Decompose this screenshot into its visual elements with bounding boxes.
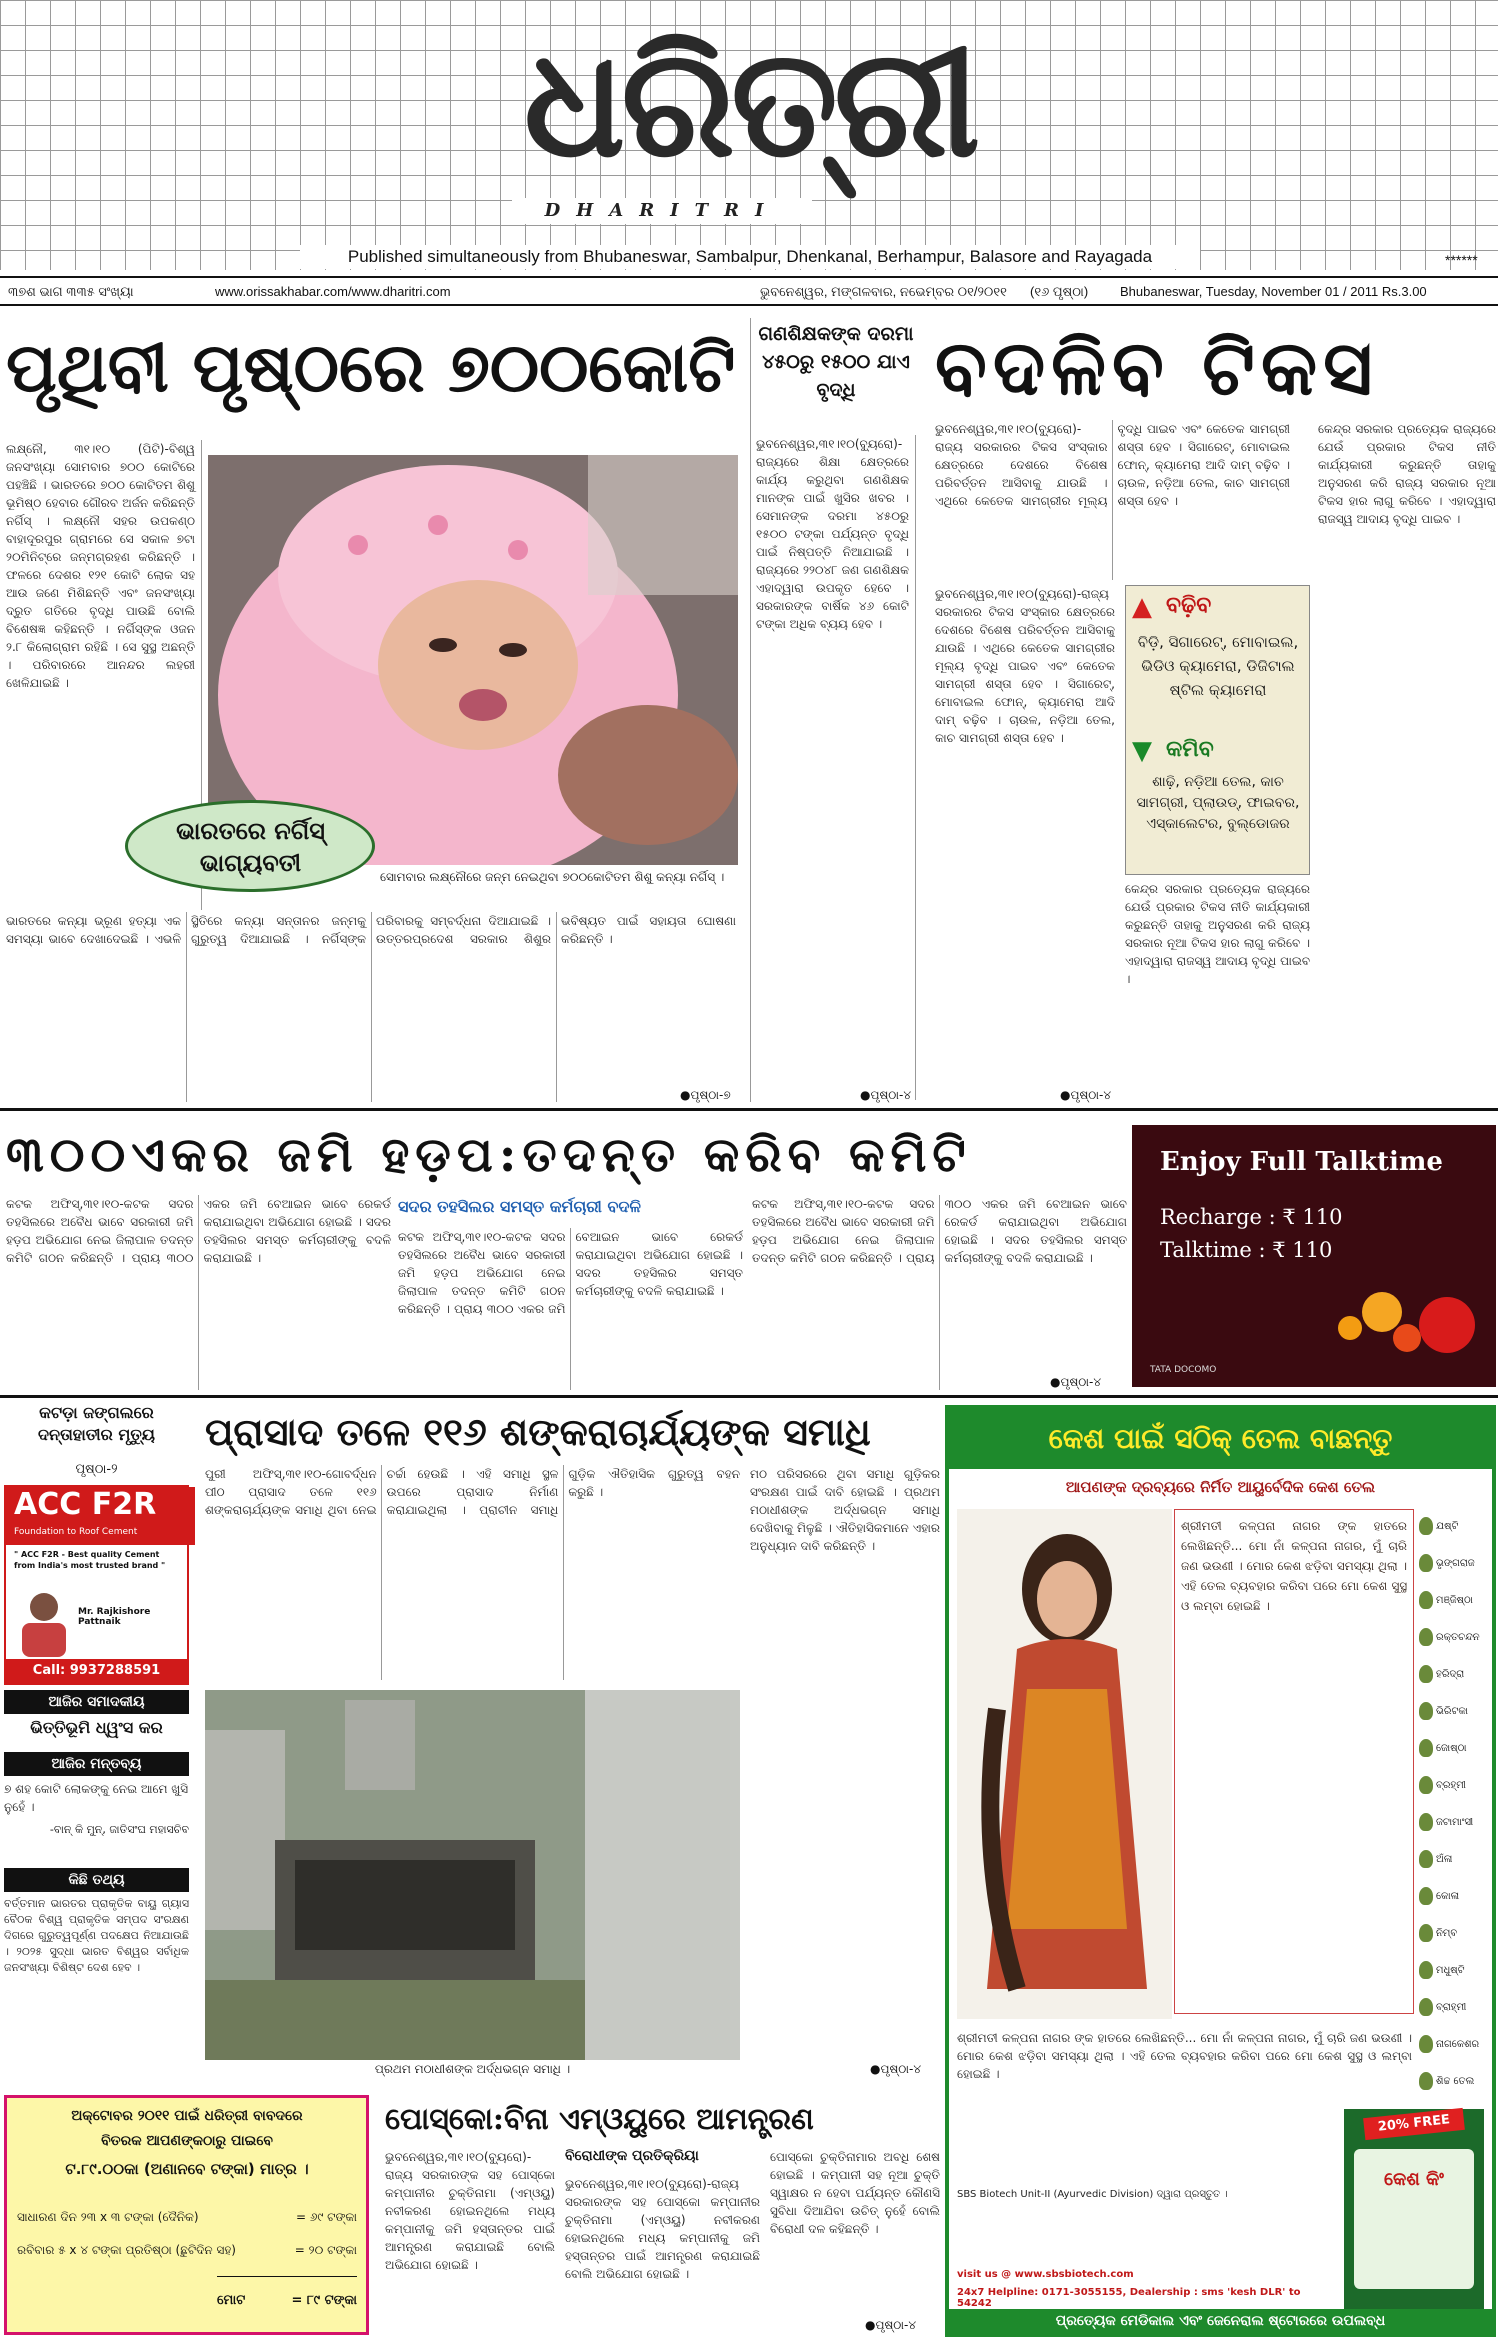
promo-line1: ଅକ୍ଟୋବର ୨୦୧୧ ପାଇଁ ଧରିତ୍ରୀ ବାବଦରେ: [71, 2108, 303, 2124]
hair-ad-title: କେଶ ପାଇଁ ସଠିକ୍ ତେଲ ବାଛନ୍ତୁ: [949, 1409, 1492, 1469]
odia-date: ଭୁବନେଶ୍ୱର, ମଙ୍ଗଳବାର, ନଭେମ୍ବର ୦୧/୨୦୧୧: [760, 284, 1007, 299]
section-rule: [0, 1108, 1498, 1111]
herb-item: [1419, 1509, 1489, 1543]
samadhi-photo: [205, 1690, 740, 2060]
herb-item: [1419, 1879, 1489, 1913]
sidebar-headline[interactable]: କଟଡ଼ା ଜଙ୍ଗଲରେ ଦନ୍ତାହାତୀର ମୃତ୍ୟୁ: [38, 1403, 155, 1444]
herb-icon: [1419, 1776, 1433, 1794]
hair-ad-footer-text: SBS Biotech Unit-II (Ayurvedic Division) ଦ୍ୱାରା ପ୍ରସ୍ତୁତ ।: [957, 2189, 1228, 2200]
sidebar-page-ref[interactable]: ପୃଷ୍ଠା-୨: [75, 1462, 118, 1477]
herb-icon: [1419, 1739, 1433, 1757]
herb-label: କୋଳା: [1436, 1890, 1460, 1902]
herb-label: ଭିରିଟକା: [1436, 1705, 1469, 1717]
herb-item: [1419, 1657, 1489, 1691]
promo-line3: ଟ.୮୯.୦୦କା (ଅଣାନବେ ଟଙ୍କା) ମାତ୍ର ।: [65, 2160, 309, 2178]
herb-icon: [1419, 2035, 1433, 2053]
herb-item: [1419, 1546, 1489, 1580]
talktime-ad-talktime: Talktime : ₹ 110: [1160, 1238, 1333, 1262]
herb-label: ଜଟାମାଂସୀ: [1436, 1816, 1474, 1828]
herb-icon: [1419, 2072, 1433, 2090]
hair-ad-helpline: 24x7 Helpline: 0171-3055155, Dealership : sms 'kesh DLR' to 54242: [957, 2287, 1301, 2309]
hair-oil-ad[interactable]: [945, 1405, 1496, 2337]
story3-body-col: ଭୁବନେଶ୍ୱର,୩୧।୧୦(ବ୍ୟୁରୋ)-ରାଜ୍ୟ ସରକାରର ଟିକସ ସଂସ୍କାର କ୍ଷେତ୍ରରେ ଦେଶରେ ବିଶେଷ ପରିବର୍ତ୍ତନ ଆସିବାକୁ ଯାଉଛି । ଏଥିରେ କେତେକ ସାମଗ୍ରୀର ମୂଲ୍ୟ ବୃଦ୍ଧି ପାଇବ ଏବଂ କେତେକ ସାମଗ୍ରୀ ଶସ୍ତା ହେବ । ସିଗାରେଟ୍, ମୋବାଇଲ ଫୋନ୍, କ୍ୟାମେରା ଆଦି ଦାମ୍ ବଢ଼ିବ । ଚାଉଳ, ନଡ଼ିଆ ତେଲ, କାଚ ସାମଗ୍ରୀ ଶସ୍ତା ହେବ ।: [935, 587, 1115, 745]
hair-ad-testimonial-more: ଶ୍ରୀମତୀ କଳ୍ପନା ନାଗର ଙ୍କ ହାତରେ ଲେଖିଛନ୍ତି... ମୋ ନାଁ କଳ୍ପନା ନାଗର, ମୁଁ ଚାରି ଜଣ ଭଉଣୀ । ମୋର କେଶ ଝଡ଼ିବା ସମସ୍ୟା ଥିଲା । ଏହି ତେଲ ବ୍ୟବହାର କରିବା ପରେ ମୋ କେଶ ସୁସ୍ଥ ଓ ଲମ୍ବା ହୋଇଛି ।: [957, 2031, 1412, 2081]
samadhi-photo-graphic: [205, 1690, 740, 2060]
volume-number: ୩୭ଶ ଭାଗ ୩୩୫ ସଂଖ୍ୟା: [8, 284, 134, 299]
herb-item: [1419, 2027, 1489, 2061]
acc-ad-brand: ACC F2R: [6, 1487, 195, 1545]
promo-row2-value: = ୨୦ ଟଙ୍କା: [294, 2243, 357, 2257]
story4-body-mid: କଟକ ଅଫିସ୍,୩୧।୧୦-କଟକ ସଦର ତହସିଲରେ ଅବୈଧ ଭାବେ ସରକାରୀ ଜମି ହଡ଼ପ ଅଭିଯୋଗ ନେଇ ଜିଲାପାଳ ତଦନ୍ତ କମିଟି ଗଠନ କରିଛନ୍ତି । ପ୍ରାୟ ୩୦୦ ଏକର ଜମି ବେଆଇନ ଭାବେ ରେକର୍ଡ କରାଯାଇଥିବା ଅଭିଯୋଗ ହୋଇଛି । ସଦର ତହସିଲର ସମସ୍ତ କର୍ମଚାରୀଙ୍କୁ ବଦଳି କରାଯାଇଛି ।: [398, 1230, 743, 1316]
herb-label: ରକ୍ତଚନ୍ଦନ: [1436, 1631, 1480, 1643]
promo-row1-value: = ୬୯ ଟଙ୍କା: [295, 2210, 357, 2224]
herb-label: ହରିଦ୍ରା: [1436, 1668, 1465, 1680]
story5-headline[interactable]: ପ୍ରାସାଦ ତଳେ ୧୧୬ ଶଙ୍କରାଚାର୍ଯ୍ୟଙ୍କ ସମାଧି: [205, 1409, 871, 1454]
story5-body: ପୁରୀ ଅଫିସ୍,୩୧।୧୦-ଗୋବର୍ଦ୍ଧନ ପୀଠ ପ୍ରାସାଦ ତଳେ ୧୧୬ ଶଙ୍କରାଚାର୍ଯ୍ୟଙ୍କ ସମାଧି ଥିବା ନେଇ ଚର୍ଚ୍ଚା ହେଉଛି । ଏହି ସମାଧି ସ୍ଥଳ ଉପରେ ପ୍ରାସାଦ ନିର୍ମାଣ କରାଯାଇଥିଲା । ପ୍ରାଚୀନ ସମାଧି ଗୁଡ଼ିକ ଐତିହାସିକ ଗୁରୁତ୍ୱ ବହନ କରୁଛି ।: [205, 1467, 740, 1517]
acc-ad[interactable]: [4, 1485, 189, 1685]
herb-item: [1419, 1990, 1489, 2024]
herb-label: ବ୍ରାହ୍ମୀ: [1436, 2001, 1467, 2013]
story3-body-lower: କେନ୍ଦ୍ର ସରକାର ପ୍ରତ୍ୟେକ ରାଜ୍ୟରେ ଯେଉଁ ପ୍ରକାର ଟିକସ ନୀତି କାର୍ଯ୍ୟକାରୀ କରୁଛନ୍ତି ତାହାକୁ ଅନୁସରଣ କରି ରାଜ୍ୟ ସରକାର ନୂଆ ଟିକସ ହାର ଲାଗୁ କରିବେ । ଏହାଦ୍ୱାରା ରାଜସ୍ୱ ଆଦାୟ ବୃଦ୍ଧି ପାଇବ ।: [1125, 882, 1310, 986]
docomo-logo-icon: [1332, 1280, 1482, 1370]
hair-ad-subtitle: ଆପଣଙ୍କ ଦ୍ରବ୍ୟରେ ନିର୍ମିତ ଆୟୁର୍ବେଦିକ କେଶ ତେଲ: [1065, 1478, 1376, 1496]
increase-items: ବିଡ଼ି, ସିଗାରେଟ୍, ମୋବାଇଲ, ଭିଡିଓ କ୍ୟାମେରା, ଡିଜିଟାଲ ଷ୍ଟିଲ କ୍ୟାମେରା: [1137, 633, 1299, 699]
story1-body-bottom: ଭାରତରେ କନ୍ୟା ଭ୍ରୂଣ ହତ୍ୟା ଏକ ସମସ୍ୟା ଭାବେ ଦେଖାଦେଇଛି । ଏଭଳି ସ୍ଥିତିରେ କନ୍ୟା ସନ୍ତାନର ଜନ୍ମକୁ ଗୁରୁତ୍ୱ ଦିଆଯାଇଛି । ନର୍ଗିସ୍‌ଙ୍କ ପରିବାରକୁ ସମ୍ବର୍ଦ୍ଧନା ଦିଆଯାଇଛି । ଉତ୍ତରପ୍ରଦେଶ ସରକାର ଶିଶୁର ଭବିଷ୍ୟତ ପାଇଁ ସହାୟତା ଘୋଷଣା କରିଛନ୍ତି ।: [6, 914, 736, 946]
free-badge: 20% FREE: [1363, 2108, 1465, 2140]
herb-label: ନିମ୍ବ: [1436, 1927, 1458, 1939]
facts-text: ବର୍ତ୍ତମାନ ଭାରତର ପ୍ରାକୃତିକ ବାୟୁ ଗ୍ୟାସ ବୈଠକ ବିଶ୍ୱ ପ୍ରାକୃତିକ ସମ୍ପଦ ସଂରକ୍ଷଣ ଦିଗରେ ଗୁରୁତ୍ୱପୂର୍ଣ୍ଣ ପଦକ୍ଷେପ ନିଆଯାଉଛି । ୨୦୨୫ ସୁଦ୍ଧା ଭାରତ ବିଶ୍ୱର ସର୍ବାଧିକ ଜନସଂଖ୍ୟା ବିଶିଷ୍ଟ ଦେଶ ହେବ ।: [4, 1897, 189, 1974]
herb-item: [1419, 1768, 1489, 1802]
story4-subhead[interactable]: ସଦର ତହସିଲର ସମସ୍ତ କର୍ମଚାରୀ ବଦଳି: [398, 1197, 641, 1216]
story4-headline[interactable]: ୩୦୦ଏକର ଜମି ହଡ଼ପ:ତଦନ୍ତ କରିବ କମିଟି: [6, 1127, 972, 1183]
herb-label: ଜୋଷ୍ଠା: [1436, 1742, 1467, 1754]
story6-body-left: ଭୁବନେଶ୍ୱର,୩୧।୧୦(ବ୍ୟୁରୋ)-ରାଜ୍ୟ ସରକାରଙ୍କ ସହ ପୋସ୍କୋ କମ୍ପାନୀର ଚୁକ୍ତିନାମା (ଏମ୍ଓୟୁ) ନବୀକରଣ ହୋଇନଥିଲେ ମଧ୍ୟ କମ୍ପାନୀକୁ ଜମି ହସ୍ତାନ୍ତର ପାଇଁ ଆମନ୍ତ୍ରଣ କରାଯାଇଛି ବୋଲି ଅଭିଯୋଗ ହୋଇଛି ।: [385, 2150, 555, 2272]
herb-label: ଯଷ୍ଟି: [1436, 1520, 1459, 1532]
english-date: Bhubaneswar, Tuesday, November 01 / 2011 Rs.3.00: [1120, 284, 1427, 299]
facts-label: କିଛି ତଥ୍ୟ: [4, 1868, 189, 1892]
story1-continued[interactable]: ●ପୃଷ୍ଠା-୭: [680, 1088, 731, 1102]
herb-icon: [1419, 1887, 1433, 1905]
herb-label: ଶିଚ୍ଚ ତେଲ: [1436, 2075, 1475, 2087]
herb-icon: [1419, 1628, 1433, 1646]
herb-icon: [1419, 1517, 1433, 1535]
story1-body-left: ଲକ୍ଷ୍ନୌ, ୩୧।୧୦ (ପିଟି)-ବିଶ୍ୱ ଜନସଂଖ୍ୟା ସୋମବାର ୭୦୦ କୋଟିରେ ପହଞ୍ଚିଛି । ଭାରତରେ ୭୦୦ କୋଟିତମ ଶିଶୁ ଭୂମିଷ୍ଠ ହେବାର ଗୌରବ ଅର୍ଜନ କରିଛନ୍ତି ନର୍ଗିସ୍ । ଲକ୍ଷ୍ନୌ ସହର ଉପକଣ୍ଠ ବାହାଦୂରପୁର ଗ୍ରାମରେ ସେ ସକାଳ ୭ଟା ୨୦ମିନିଟ୍‌ରେ ଜନ୍ମଗ୍ରହଣ କରିଛନ୍ତି । ଫଳରେ ଦେଶର ୧୨୧ କୋଟି ଲୋକ ସହ ଆଉ ଜଣେ ମିଶିଛନ୍ତି ଏବଂ ଜନସଂଖ୍ୟା ଦ୍ରୁତ ଗତିରେ ବୃଦ୍ଧି ପାଉଛି ବୋଲି ବିଶେଷଜ୍ଞ କହିଛନ୍ତି । ନର୍ଗିସ୍‌ଙ୍କ ଓଜନ ୨.୮ କିଲୋଗ୍ରାମ ରହିଛି । ସେ ସୁସ୍ଥ ଅଛନ୍ତି । ପରିବାରରେ ଆନନ୍ଦର ଲହରୀ ଖେଳିଯାଇଛି ।: [6, 440, 202, 910]
promo-line2: ବିତରକ ଆପଣଙ୍କଠାରୁ ପାଇବେ: [101, 2133, 273, 2149]
promo-row1-label: ସାଧାରଣ ଦିନ ୨୩ x ୩ ଟଙ୍କା (ଦୈନିକ): [17, 2210, 199, 2224]
herb-icon: [1419, 1961, 1433, 1979]
acc-ad-tagline: Foundation to Roof Cement: [14, 1527, 138, 1537]
story4-continued[interactable]: ●ପୃଷ୍ଠା-୪: [1050, 1375, 1102, 1389]
herb-item: [1419, 1953, 1489, 1987]
acc-ad-person: Mr. Rajkishore Pattnaik: [78, 1607, 151, 1627]
story3-headline[interactable]: ବଦଳିବ ଟିକସ: [935, 323, 1379, 412]
product-name: କେଶ କିଂ: [1384, 2169, 1444, 2190]
herb-icon: [1419, 1702, 1433, 1720]
promo-total-label: ମୋଟ: [217, 2293, 246, 2308]
herb-item: [1419, 1620, 1489, 1654]
story6-body-mid: ଭୁବନେଶ୍ୱର,୩୧।୧୦(ବ୍ୟୁରୋ)-ରାଜ୍ୟ ସରକାରଙ୍କ ସହ ପୋସ୍କୋ କମ୍ପାନୀର ଚୁକ୍ତିନାମା (ଏମ୍ଓୟୁ) ନବୀକରଣ ହୋଇନଥିଲେ ମଧ୍ୟ କମ୍ପାନୀକୁ ଜମି ହସ୍ତାନ୍ତର ପାଇଁ ଆମନ୍ତ୍ରଣ କରାଯାଇଛି ବୋଲି ଅଭିଯୋଗ ହୋଇଛି ।: [565, 2177, 760, 2281]
person-photo-icon: [14, 1587, 74, 1657]
herb-label: ନାଗକେଶର: [1436, 2038, 1480, 2050]
story3-continued[interactable]: ●ପୃଷ୍ଠା-୪: [1060, 1088, 1112, 1102]
herb-label: ବ୍ରହ୍ମୀ: [1436, 1779, 1466, 1791]
story2-headline[interactable]: ଗଣଶିକ୍ଷକଙ୍କ ଦରମା ୪୫୦ରୁ ୧୫୦୦ ଯାଏ ବୃଦ୍ଧି: [758, 323, 914, 401]
story6-subhead[interactable]: ବିରୋଧୀଙ୍କ ପ୍ରତିକ୍ରିୟା: [565, 2148, 699, 2164]
herb-list: [1419, 1509, 1489, 2109]
herb-item: [1419, 1805, 1489, 1839]
comment-text: ୭ ଶହ କୋଟି ଲୋକଙ୍କୁ ନେଇ ଆମେ ଖୁସି ନୁହେଁ ।: [4, 1782, 189, 1814]
section-rule-2: [0, 1395, 1498, 1398]
story1-caption: ସୋମବାର ଲକ୍ଷ୍ନୌରେ ଜନ୍ମ ନେଇଥିବା ୭୦୦କୋଟିତମ ଶିଶୁ କନ୍ୟା ନର୍ଗିସ୍ ।: [380, 870, 725, 884]
editorial-label: ଆଜିର ସମାଦକୀୟ: [4, 1690, 189, 1714]
herb-icon: [1419, 1998, 1433, 2016]
story4-body-left: କଟକ ଅଫିସ୍,୩୧।୧୦-କଟକ ସଦର ତହସିଲରେ ଅବୈଧ ଭାବେ ସରକାରୀ ଜମି ହଡ଼ପ ଅଭିଯୋଗ ନେଇ ଜିଲାପାଳ ତଦନ୍ତ କମିଟି ଗଠନ କରିଛନ୍ତି । ପ୍ରାୟ ୩୦୦ ଏକର ଜମି ବେଆଇନ ଭାବେ ରେକର୍ଡ କରାଯାଇଥିବା ଅଭିଯୋଗ ହୋଇଛି । ସଦର ତହସିଲର ସମସ୍ତ କର୍ମଚାରୀଙ୍କୁ ବଦଳି କରାଯାଇଛି ।: [6, 1197, 391, 1265]
woman-photo-icon: [957, 1509, 1172, 2019]
herb-item: [1419, 1694, 1489, 1728]
newspaper-logo[interactable]: ଧରିତ୍ରୀ: [523, 15, 977, 191]
herb-item: [1419, 1583, 1489, 1617]
promo-total-value: = ୮୯ ଟଙ୍କା: [291, 2293, 357, 2308]
photo-label-text: ଭାରତରେ ନର୍ଗିସ୍ ଭାଗ୍ୟବତୀ: [176, 816, 325, 877]
talktime-ad-brand: TATA DOCOMO: [1150, 1365, 1217, 1375]
comment-author: -ବାନ୍ କି ମୁନ୍, ଜାତିସଂଘ ମହାସଚିବ: [49, 1823, 189, 1836]
story5-continued[interactable]: ●ପୃଷ୍ଠା-୪: [870, 2062, 922, 2076]
talktime-ad-recharge: Recharge : ₹ 110: [1160, 1205, 1343, 1229]
increase-label: ବଢ଼ିବ: [1166, 592, 1212, 618]
published-line: Published simultaneously from Bhubaneswar, Sambalpur, Dhenkanal, Berhampur, Balasore and Rayagada: [300, 245, 1200, 269]
herb-item: [1419, 1731, 1489, 1765]
editorial-text[interactable]: ଭିତ୍ତିଭୂମି ଧ୍ୱଂସ କର: [30, 1718, 163, 1737]
herb-icon: [1419, 1813, 1433, 1831]
website-link[interactable]: www.orissakhabar.com/www.dharitri.com: [215, 284, 451, 299]
arrow-down-icon: ▼: [1132, 736, 1152, 766]
story2-continued[interactable]: ●ପୃଷ୍ଠା-୪: [860, 1088, 912, 1102]
talktime-ad-title: Enjoy Full Talktime: [1160, 1147, 1443, 1177]
herb-icon: [1419, 1591, 1433, 1609]
promo-row2-label: ରବିବାର ୫ x ୪ ଟଙ୍କା ପ୍ରତିଷ୍ଠା (ଛୁଟିଦିନ ସହ): [17, 2243, 236, 2257]
acc-ad-quote: " ACC F2R - Best quality Cement from India's most trusted brand ": [14, 1550, 166, 1570]
herb-label: ମଧୁଷ୍ଟି: [1436, 1964, 1465, 1976]
hair-ad-testimonial: ଶ୍ରୀମତୀ କଳ୍ପନା ନାଗର ଙ୍କ ହାତରେ ଲେଖିଛନ୍ତି... ମୋ ନାଁ କଳ୍ପନା ନାଗର, ମୁଁ ଚାରି ଜଣ ଭଉଣୀ । ମୋର କେଶ ଝଡ଼ିବା ସମସ୍ୟା ଥିଲା । ଏହି ତେଲ ବ୍ୟବହାର କରିବା ପରେ ମୋ କେଶ ସୁସ୍ଥ ଓ ଲମ୍ବା ହୋଇଛି ।: [1174, 1509, 1414, 2014]
page-count: (୧୬ ପୃଷ୍ଠା): [1030, 284, 1089, 299]
herb-icon: [1419, 1924, 1433, 1942]
tax-infobox: [1125, 585, 1310, 875]
product-bottle: [1344, 2109, 1484, 2309]
logo-latin-text: DHARITRI: [512, 198, 812, 224]
story6-continued[interactable]: ●ପୃଷ୍ଠା-୪: [865, 2318, 917, 2332]
story3-body: ଭୁବନେଶ୍ୱର,୩୧।୧୦(ବ୍ୟୁରୋ)-ରାଜ୍ୟ ସରକାରର ଟିକସ ସଂସ୍କାର କ୍ଷେତ୍ରରେ ଦେଶରେ ବିଶେଷ ପରିବର୍ତ୍ତନ ଆସିବାକୁ ଯାଉଛି । ଏଥିରେ କେତେକ ସାମଗ୍ରୀର ମୂଲ୍ୟ ବୃଦ୍ଧି ପାଇବ ଏବଂ କେତେକ ସାମଗ୍ରୀ ଶସ୍ତା ହେବ । ସିଗାରେଟ୍, ମୋବାଇଲ ଫୋନ୍, କ୍ୟାମେରା ଆଦି ଦାମ୍ ବଢ଼ିବ । ଚାଉଳ, ନଡ଼ିଆ ତେଲ, କାଚ ସାମଗ୍ରୀ ଶସ୍ତା ହେବ ।: [935, 422, 1290, 508]
arrow-up-icon: ▲: [1132, 592, 1152, 622]
herb-label: ଅଁଳା: [1436, 1853, 1453, 1865]
herb-item: [1419, 1842, 1489, 1876]
story1-headline[interactable]: ପୃଥିବୀ ପୃଷ୍ଠରେ ୭୦୦କୋଟି: [6, 328, 736, 408]
story6-body-right: ପୋସ୍କୋ ଚୁକ୍ତିନାମାର ଅବଧି ଶେଷ ହୋଇଛି । କମ୍ପାନୀ ସହ ନୂଆ ଚୁକ୍ତି ସ୍ୱାକ୍ଷର ନ ହେବା ପର୍ଯ୍ୟନ୍ତ କୌଣସି ସୁବିଧା ଦିଆଯିବା ଉଚିତ୍ ନୁହେଁ ବୋଲି ବିରୋଧୀ ଦଳ କହିଛନ୍ତି ।: [770, 2150, 940, 2236]
hair-ad-bottom-strip: ପ୍ରତ୍ୟେକ ମେଡିକାଲ ଏବଂ ଜେନେରାଲ ଷ୍ଟୋରରେ ଉପଲବ୍ଧ: [949, 2309, 1492, 2333]
talktime-ad[interactable]: [1132, 1125, 1496, 1387]
decrease-items: ଶାଢ଼ି, ନଡ଼ିଆ ତେଲ, କାଚ ସାମଗ୍ରୀ, ପ୍ଲାଉଡ୍, ଫାଇବର, ଏସ୍କାଲେଟର, ବୁଲ୍‌ଡୋଜର: [1136, 774, 1300, 832]
comment-label: ଆଜିର ମନ୍ତବ୍ୟ: [4, 1752, 189, 1776]
herb-item: [1419, 1916, 1489, 1950]
herb-item: [1419, 2064, 1489, 2098]
herb-icon: [1419, 1665, 1433, 1683]
photo-label-oval: [125, 800, 375, 892]
acc-ad-call: Call: 9937288591: [6, 1659, 187, 1683]
story5-caption: ପ୍ରଥମ ମଠାଧୀଶଙ୍କ ଅର୍ଦ୍ଧଭଗ୍ନ ସମାଧି ।: [374, 2062, 571, 2076]
herb-icon: [1419, 1554, 1433, 1572]
story4-body-right: କଟକ ଅଫିସ୍,୩୧।୧୦-କଟକ ସଦର ତହସିଲରେ ଅବୈଧ ଭାବେ ସରକାରୀ ଜମି ହଡ଼ପ ଅଭିଯୋଗ ନେଇ ଜିଲାପାଳ ତଦନ୍ତ କମିଟି ଗଠନ କରିଛନ୍ତି । ପ୍ରାୟ ୩୦୦ ଏକର ଜମି ବେଆଇନ ଭାବେ ରେକର୍ଡ କରାଯାଇଥିବା ଅଭିଯୋଗ ହୋଇଛି । ସଦର ତହସିଲର ସମସ୍ତ କର୍ମଚାରୀଙ୍କୁ ବଦଳି କରାଯାଇଛି ।: [752, 1197, 1127, 1265]
story5-body-right: ମଠ ପରିସରରେ ଥିବା ସମାଧି ଗୁଡ଼ିକର ସଂରକ୍ଷଣ ପାଇଁ ଦାବି ହୋଇଛି । ପ୍ରଥମ ମଠାଧୀଶଙ୍କ ଅର୍ଦ୍ଧଭଗ୍ନ ସମାଧି ଦେଖିବାକୁ ମିଳୁଛି । ଐତିହାସିକମାନେ ଏହାର ଅନୁଧ୍ୟାନ ଦାବି କରିଛନ୍ତି ।: [750, 1467, 940, 1553]
herb-label: ମଞ୍ଜିଷ୍ଠା: [1436, 1594, 1473, 1606]
decrease-label: କମିବ: [1166, 736, 1214, 762]
hair-ad-website[interactable]: visit us @ www.sbsbiotech.com: [957, 2269, 1134, 2280]
story3-body-right: କେନ୍ଦ୍ର ସରକାର ପ୍ରତ୍ୟେକ ରାଜ୍ୟରେ ଯେଉଁ ପ୍ରକାର ଟିକସ ନୀତି କାର୍ଯ୍ୟକାରୀ କରୁଛନ୍ତି ତାହାକୁ ଅନୁସରଣ କରି ରାଜ୍ୟ ସରକାର ନୂଆ ଟିକସ ହାର ଲାଗୁ କରିବେ । ଏହାଦ୍ୱାରା ରାଜସ୍ୱ ଆଦାୟ ବୃଦ୍ଧି ପାଇବ ।: [1318, 422, 1496, 526]
story2-body: ଭୁବନେଶ୍ୱର,୩୧।୧୦(ବ୍ୟୁରୋ)-ରାଜ୍ୟରେ ଶିକ୍ଷା କ୍ଷେତ୍ରରେ କାର୍ଯ୍ୟ କରୁଥିବା ଗଣଶିକ୍ଷକ ମାନଙ୍କ ପାଇଁ ଖୁସିର ଖବର । ସେମାନଙ୍କ ଦରମା ୪୫୦ରୁ ୧୫୦୦ ଟଙ୍କା ପର୍ଯ୍ୟନ୍ତ ବୃଦ୍ଧି ପାଇଁ ନିଷ୍ପତ୍ତି ନିଆଯାଇଛି । ରାଜ୍ୟରେ ୨୨୦୪୮ ଜଣ ଗଣଶିକ୍ଷକ ଏହାଦ୍ୱାରା ଉପକୃତ ହେବେ । ସରକାରଙ୍କ ବାର୍ଷିକ ୪୬ କୋଟି ଟଙ୍କା ଅଧିକ ବ୍ୟୟ ହେବ ।: [756, 435, 916, 1100]
edition-stars: ******: [1445, 252, 1478, 268]
column-divider: [750, 318, 751, 1102]
dateline-bar: [0, 276, 1498, 306]
herb-label: ଭୃଙ୍ଗରାଜ: [1436, 1557, 1475, 1569]
subscription-promo-box[interactable]: [4, 2095, 369, 2335]
story6-headline[interactable]: ପୋସ୍କୋ:ବିନା ଏମ୍ଓୟୁରେ ଆମନ୍ତ୍ରଣ: [385, 2102, 814, 2137]
herb-icon: [1419, 1850, 1433, 1868]
